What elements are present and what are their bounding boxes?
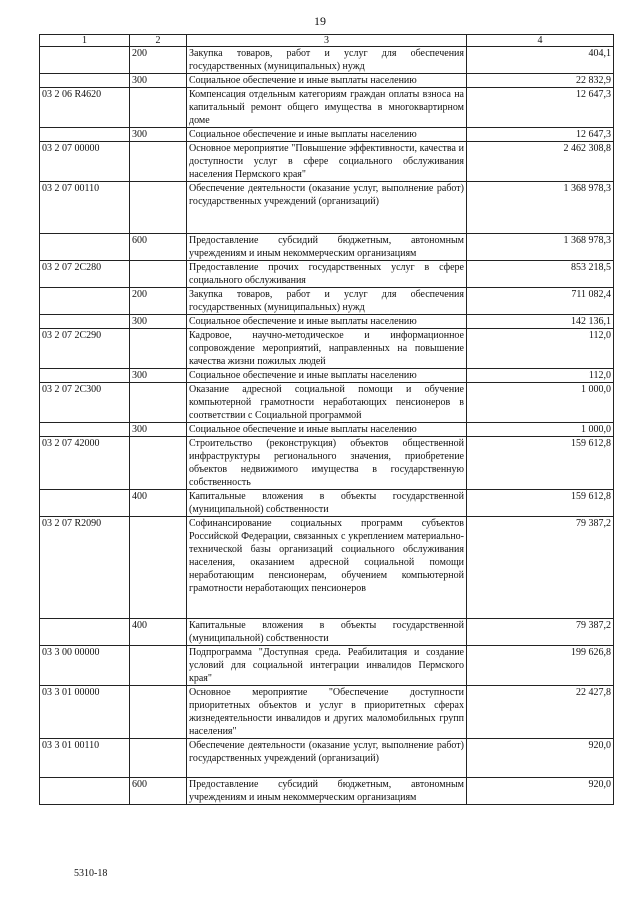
amount-cell: 22 427,8 (467, 686, 614, 739)
table-row (40, 288, 614, 315)
code-cell: 03 3 00 00000 (40, 646, 130, 686)
table-row (40, 261, 614, 288)
table-row (40, 646, 614, 686)
amount-cell: 12 647,3 (467, 128, 614, 142)
type-cell: 300 (130, 74, 187, 88)
code-cell: 03 2 07 2С290 (40, 329, 130, 369)
code-cell (40, 74, 130, 88)
code-cell (40, 778, 130, 805)
name-cell: Софинансирование социальных программ субъектов Российской Федерации, связанных с укреплением материально-технической базы организаций социального обслуживания населения, оказанием адресной социальной помощи неработающим пенсионерам, обучением компьютерной грамотности неработающих пенсионеров (187, 517, 467, 619)
type-cell: 300 (130, 128, 187, 142)
type-cell (130, 517, 187, 619)
amount-cell: 79 387,2 (467, 619, 614, 646)
type-cell (130, 329, 187, 369)
table-row (40, 142, 614, 182)
amount-cell: 112,0 (467, 369, 614, 383)
type-cell (130, 739, 187, 778)
code-cell (40, 490, 130, 517)
name-cell: Предоставление субсидий бюджетным, автономным учреждениям и иным некоммерческим организациям (187, 778, 467, 805)
table-row (40, 128, 614, 142)
column-header: 1 (40, 35, 130, 47)
type-cell: 200 (130, 47, 187, 74)
table-body (40, 47, 614, 805)
code-cell: 03 2 07 2С280 (40, 261, 130, 288)
amount-cell: 1 368 978,3 (467, 234, 614, 261)
table-row (40, 47, 614, 74)
name-cell: Социальное обеспечение и иные выплаты населению (187, 128, 467, 142)
name-cell: Предоставление субсидий бюджетным, автономным учреждениям и иным некоммерческим организациям (187, 234, 467, 261)
amount-cell: 920,0 (467, 739, 614, 778)
type-cell: 300 (130, 423, 187, 437)
code-cell: 03 2 07 2С300 (40, 383, 130, 423)
amount-cell: 920,0 (467, 778, 614, 805)
column-header: 3 (187, 35, 467, 47)
document-code: 5310-18 (74, 868, 108, 879)
amount-cell: 112,0 (467, 329, 614, 369)
type-cell (130, 182, 187, 234)
code-cell: 03 2 07 00110 (40, 182, 130, 234)
code-cell (40, 234, 130, 261)
code-cell (40, 619, 130, 646)
table-row (40, 778, 614, 805)
type-cell (130, 383, 187, 423)
name-cell: Оказание адресной социальной помощи и обучение компьютерной грамотности неработающих пенсионеров в соответствии с Социальной программой (187, 383, 467, 423)
code-cell (40, 315, 130, 329)
table-row (40, 88, 614, 128)
amount-cell: 1 000,0 (467, 423, 614, 437)
amount-cell: 142 136,1 (467, 315, 614, 329)
code-cell: 03 2 07 00000 (40, 142, 130, 182)
name-cell: Подпрограмма "Доступная среда. Реабилитация и создание условий для социальной интеграции инвалидов Пермского края" (187, 646, 467, 686)
budget-table (39, 34, 614, 805)
code-cell (40, 423, 130, 437)
name-cell: Основное мероприятие "Обеспечение доступности приоритетных объектов и услуг в приоритетных сферах жизнедеятельности инвалидов и других маломобильных групп населения" (187, 686, 467, 739)
type-cell (130, 646, 187, 686)
amount-cell: 79 387,2 (467, 517, 614, 619)
amount-cell: 199 626,8 (467, 646, 614, 686)
type-cell (130, 261, 187, 288)
table-row (40, 329, 614, 369)
table-row (40, 619, 614, 646)
table-row (40, 234, 614, 261)
type-cell (130, 437, 187, 490)
column-header: 4 (467, 35, 614, 47)
code-cell: 03 3 01 00110 (40, 739, 130, 778)
table-row (40, 315, 614, 329)
name-cell: Капитальные вложения в объекты государственной (муниципальной) собственности (187, 619, 467, 646)
code-cell (40, 47, 130, 74)
amount-cell: 22 832,9 (467, 74, 614, 88)
table-row (40, 490, 614, 517)
name-cell: Кадровое, научно-методическое и информационное сопровождение мероприятий, направленных на повышение качества жизни пожилых людей (187, 329, 467, 369)
table-row (40, 369, 614, 383)
name-cell: Компенсация отдельным категориям граждан оплаты взноса на капитальный ремонт общего имущества в многоквартирном доме (187, 88, 467, 128)
page-number: 19 (314, 14, 326, 28)
code-cell: 03 2 06 R4620 (40, 88, 130, 128)
name-cell: Закупка товаров, работ и услуг для обеспечения государственных (муниципальных) нужд (187, 47, 467, 74)
name-cell: Закупка товаров, работ и услуг для обеспечения государственных (муниципальных) нужд (187, 288, 467, 315)
type-cell: 300 (130, 369, 187, 383)
name-cell: Основное мероприятие "Повышение эффективности, качества и доступности услуг в сфере социального обслуживания населения Пермского края" (187, 142, 467, 182)
name-cell: Предоставление прочих государственных услуг в сфере социального обслуживания (187, 261, 467, 288)
name-cell: Социальное обеспечение и иные выплаты населению (187, 315, 467, 329)
type-cell: 400 (130, 490, 187, 517)
name-cell: Обеспечение деятельности (оказание услуг, выполнение работ) государственных учреждений (организаций) (187, 739, 467, 778)
amount-cell: 711 082,4 (467, 288, 614, 315)
amount-cell: 2 462 308,8 (467, 142, 614, 182)
amount-cell: 12 647,3 (467, 88, 614, 128)
code-cell: 03 2 07 42000 (40, 437, 130, 490)
amount-cell: 1 000,0 (467, 383, 614, 423)
type-cell: 600 (130, 234, 187, 261)
code-cell (40, 369, 130, 383)
type-cell: 600 (130, 778, 187, 805)
amount-cell: 159 612,8 (467, 437, 614, 490)
code-cell (40, 128, 130, 142)
amount-cell: 853 218,5 (467, 261, 614, 288)
table-header-row (40, 35, 614, 47)
table-row (40, 423, 614, 437)
name-cell: Капитальные вложения в объекты государственной (муниципальной) собственности (187, 490, 467, 517)
name-cell: Социальное обеспечение и иные выплаты населению (187, 369, 467, 383)
type-cell: 300 (130, 315, 187, 329)
type-cell: 200 (130, 288, 187, 315)
table-row (40, 437, 614, 490)
name-cell: Строительство (реконструкция) объектов общественной инфраструктуры регионального значения, приобретение объектов недвижимого имущества в государственную собственность (187, 437, 467, 490)
table-row (40, 182, 614, 234)
type-cell (130, 142, 187, 182)
type-cell (130, 88, 187, 128)
name-cell: Обеспечение деятельности (оказание услуг, выполнение работ) государственных учреждений (организаций) (187, 182, 467, 234)
table-row (40, 739, 614, 778)
column-header: 2 (130, 35, 187, 47)
code-cell: 03 2 07 R2090 (40, 517, 130, 619)
table-row (40, 74, 614, 88)
code-cell: 03 3 01 00000 (40, 686, 130, 739)
code-cell (40, 288, 130, 315)
amount-cell: 404,1 (467, 47, 614, 74)
type-cell: 400 (130, 619, 187, 646)
table-row (40, 517, 614, 619)
table-row (40, 383, 614, 423)
amount-cell: 159 612,8 (467, 490, 614, 517)
table-row (40, 686, 614, 739)
type-cell (130, 686, 187, 739)
name-cell: Социальное обеспечение и иные выплаты населению (187, 423, 467, 437)
name-cell: Социальное обеспечение и иные выплаты населению (187, 74, 467, 88)
amount-cell: 1 368 978,3 (467, 182, 614, 234)
